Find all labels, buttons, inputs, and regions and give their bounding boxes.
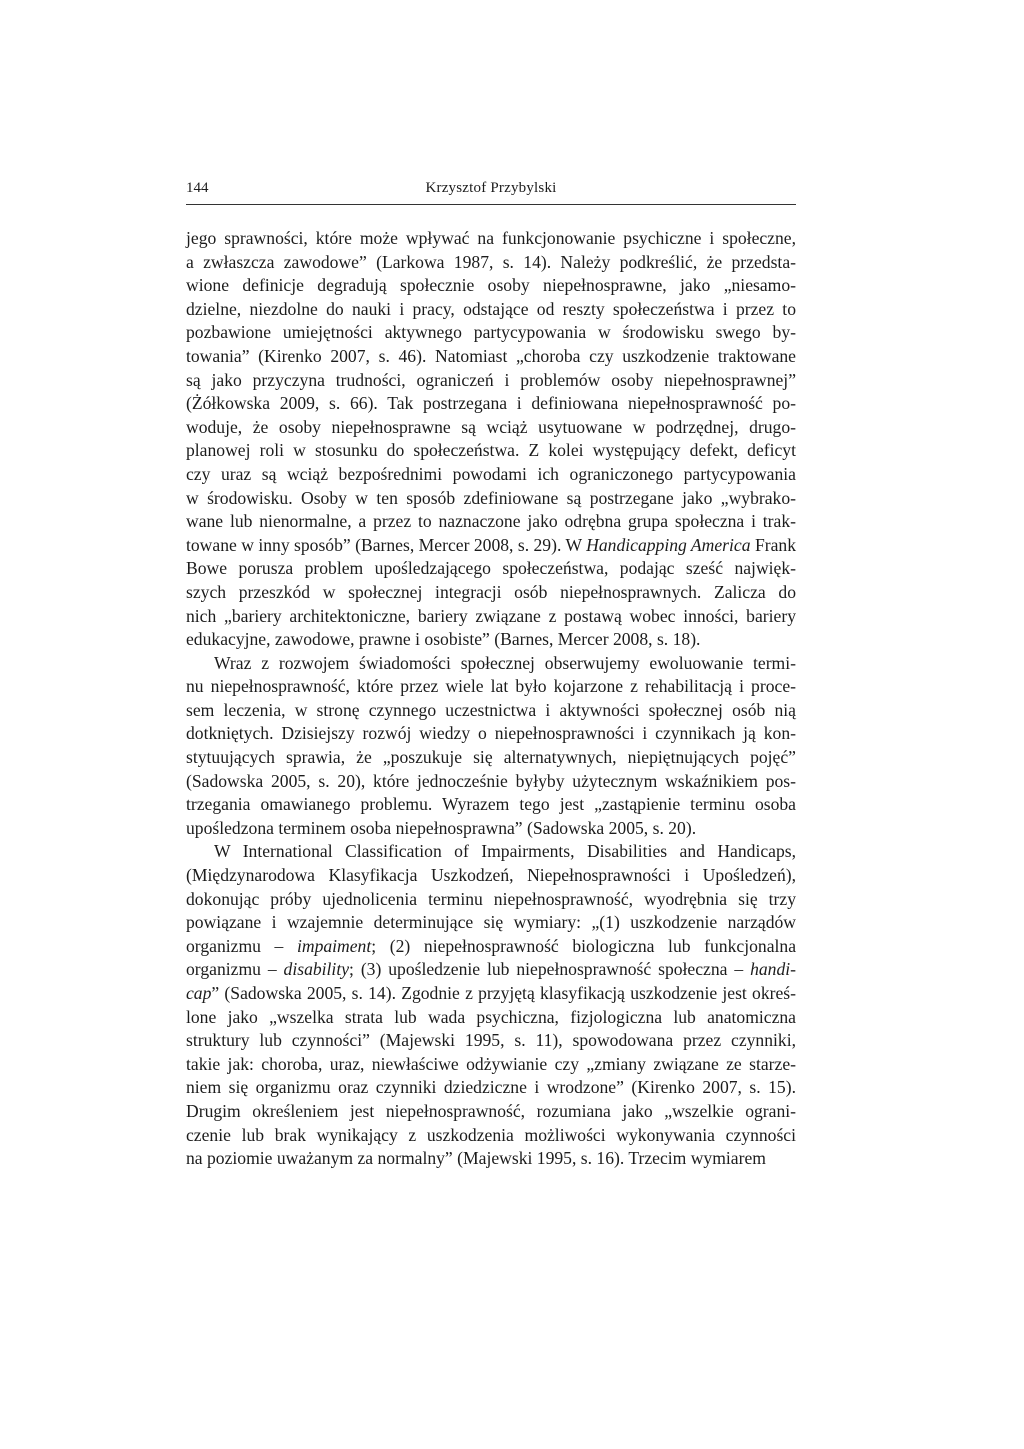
text-line — [186, 746, 796, 770]
text-segment: towane w inny sposób” (Barnes, Mercer 2008, s. 29). W — [186, 534, 587, 555]
text-segment: niem się organizmu oraz czynniki dziedziczne i wrodzone” (Kirenko 2007, s. 15). — [186, 1077, 796, 1098]
text-line — [186, 722, 796, 746]
text-line — [186, 439, 796, 463]
text-line — [186, 487, 796, 511]
text-segment: trzegania omawianego problemu. Wyrazem tego jest „zastąpienie terminu osoba — [186, 794, 796, 815]
text-segment: ; (3) upośledzenie lub niepełnosprawność społeczna – — [349, 959, 751, 980]
text-segment: na poziomie uważanym za normalny” (Majewski 1995, s. 16). Trzecim wymiarem — [186, 1148, 766, 1169]
text-segment: w środowisku. Osoby w ten sposób zdefiniowane są postrzegane jako „wybrako- — [186, 487, 796, 508]
text-segment: sem leczenia, w stronę czynnego uczestnictwa i aktywności społecznej osób nią — [186, 699, 796, 720]
italic-term: cap — [186, 983, 212, 1003]
paragraph — [186, 840, 796, 1170]
text-line — [186, 463, 796, 487]
text-segment: Frank — [750, 534, 796, 555]
text-segment: organizmu – — [186, 935, 297, 956]
text-segment: edukacyjne, zawodowe, prawne i osobiste” (Barnes, Mercer 2008, s. 18). — [186, 629, 701, 650]
text-line — [186, 982, 796, 1006]
page-number: 144 — [186, 180, 209, 196]
text-line — [186, 345, 796, 369]
text-line — [186, 605, 796, 629]
italic-term: Handicapping America — [586, 534, 751, 555]
text-line — [186, 793, 796, 817]
text-line — [186, 817, 796, 841]
text-segment: nich „bariery architektoniczne, bariery związane z postawą wobec inności, bariery — [186, 605, 796, 626]
text-segment: czenie lub brak wynikający z uszkodzenia możliwości wykonywania czynności — [186, 1124, 796, 1145]
page-body — [186, 227, 796, 1171]
text-segment: ” (Sadowska 2005, s. 14). Zgodnie z przyjętą klasyfikacją uszkodzenie jest okreś- — [211, 983, 796, 1003]
text-segment: wione definicje degradują społecznie osoby niepełnosprawne, jako „niesamo- — [186, 275, 796, 296]
text-segment: jego sprawności, które może wpływać na funkcjonowanie psychiczne i społeczne, — [186, 228, 796, 248]
text-line — [186, 1006, 796, 1030]
text-segment: wane lub nienormalne, a przez to naznaczone jako odrębna grupa społeczna i trak- — [186, 511, 796, 532]
text-line — [186, 369, 796, 393]
text-segment: (Sadowska 2005, s. 20), które jednocześnie byłyby użytecznym wskaźnikiem pos- — [186, 770, 796, 791]
text-segment: stytuujących sprawia, że „poszukuje się alternatywnych, niepiętnujących pojęć” — [186, 747, 796, 768]
text-line — [186, 1100, 796, 1124]
text-segment: W International Classification of Impairments, Disabilities and Handicaps, — [214, 841, 796, 862]
text-segment: towania” (Kirenko 2007, s. 46). Natomiast „choroba czy uszkodzenie traktowane — [186, 345, 796, 366]
text-line — [186, 557, 796, 581]
text-line — [186, 416, 796, 440]
text-segment: dokonując próby ujednolicenia terminu niepełnosprawność, wyodrębnia się trzy — [186, 888, 796, 909]
italic-term: impaiment — [296, 935, 372, 956]
text-line — [186, 770, 796, 794]
text-line — [186, 628, 796, 652]
text-segment: dzielne, niezdolne do nauki i pracy, odstające od reszty społeczeństwa i przez to — [186, 298, 796, 319]
paragraph — [186, 652, 796, 841]
text-line — [186, 888, 796, 912]
text-segment: powiązane i wzajemnie determinujące się wymiary: „(1) uszkodzenie narządów — [186, 912, 796, 933]
text-line — [186, 1053, 796, 1077]
text-line — [186, 935, 796, 959]
text-line — [186, 392, 796, 416]
book-page — [186, 176, 796, 1171]
text-segment: planowej roli w stosunku do społeczeństwa. Z kolei występujący defekt, deficyt — [186, 440, 796, 461]
text-segment: ; (2) niepełnosprawność biologiczna lub funkcjonalna — [371, 935, 796, 956]
text-line — [186, 911, 796, 935]
italic-term: handi- — [750, 959, 797, 980]
text-segment: (Międzynarodowa Klasyfikacja Uszkodzeń, Niepełnosprawności i Upośledzeń), — [186, 865, 796, 886]
text-segment: Bowe porusza problem upośledzającego społeczeństwa, podając sześć najwięk- — [186, 558, 796, 579]
text-line — [186, 1076, 796, 1100]
text-line — [186, 675, 796, 699]
text-segment: dotkniętych. Dzisiejszy rozwój wiedzy o niepełnosprawności i czynnikach ją kon- — [186, 723, 796, 744]
text-segment: a zwłaszcza zawodowe” (Larkowa 1987, s. 14). Należy podkreślić, że przedsta- — [186, 251, 796, 272]
text-line — [186, 581, 796, 605]
paragraph — [186, 227, 796, 652]
text-line — [186, 699, 796, 723]
text-line — [186, 1124, 796, 1148]
text-segment: szych przeszkód w społecznej integracji osób niepełnosprawnych. Zalicza do — [186, 581, 796, 602]
text-segment: upośledzona terminem osoba niepełnosprawna” (Sadowska 2005, s. 20). — [186, 817, 697, 838]
text-line — [186, 864, 796, 888]
text-line — [186, 1147, 796, 1171]
text-segment: Drugim określeniem jest niepełnosprawność, rozumiana jako „wszelkie ograni- — [186, 1100, 796, 1121]
text-segment: są jako przyczyna trudności, ograniczeń i problemów osoby niepełnosprawnej” — [186, 369, 796, 390]
italic-term: disability — [283, 959, 350, 980]
text-line — [186, 840, 796, 864]
text-line — [186, 1029, 796, 1053]
text-line — [186, 958, 796, 982]
text-line — [186, 534, 796, 558]
text-segment: czy uraz są wciąż bezpośrednimi powodami ich ograniczonego partycypowania — [186, 463, 796, 484]
page-header — [186, 176, 796, 205]
text-segment: (Żółkowska 2009, s. 66). Tak postrzegana i definiowana niepełnosprawność po- — [186, 393, 796, 414]
text-segment: takie jak: choroba, uraz, niewłaściwe odżywianie czy „zmiany związane ze starze- — [186, 1053, 796, 1074]
text-segment: struktury lub czynności” (Majewski 1995, s. 11), spowodowana przez czynniki, — [186, 1030, 796, 1051]
text-line — [186, 251, 796, 275]
text-line — [186, 274, 796, 298]
text-segment: organizmu – — [186, 959, 284, 980]
text-line — [186, 227, 796, 251]
text-segment: Wraz z rozwojem świadomości społecznej obserwujemy ewoluowanie termi- — [214, 652, 796, 673]
text-line — [186, 652, 796, 676]
text-segment: pozbawione umiejętności aktywnego partycypowania w środowisku swego by- — [186, 322, 796, 343]
text-line — [186, 321, 796, 345]
text-segment: woduje, że osoby niepełnosprawne są wciąż usytuowane w podrzędnej, drugo- — [186, 416, 796, 437]
running-head-author: Krzysztof Przybylski — [425, 180, 557, 196]
text-segment: nu niepełnosprawność, które przez wiele lat było kojarzone z rehabilitacją i proce- — [186, 676, 796, 697]
text-line — [186, 510, 796, 534]
text-line — [186, 298, 796, 322]
text-segment: lone jako „wszelka strata lub wada psychiczna, fizjologiczna lub anatomiczna — [186, 1006, 796, 1027]
